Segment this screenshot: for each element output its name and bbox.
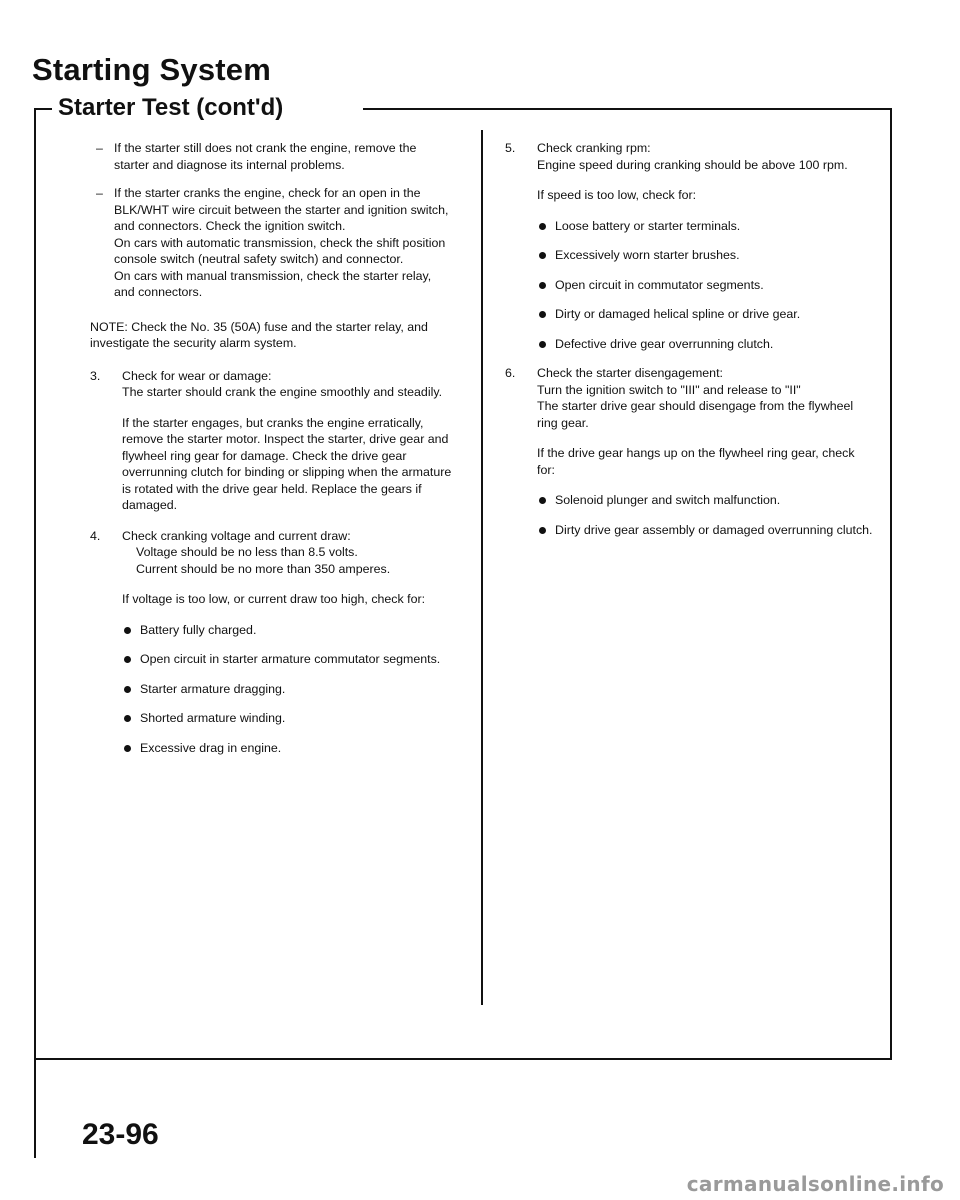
list-item [122, 740, 452, 757]
bullet-icon [539, 282, 546, 289]
dash-mark: – [96, 141, 103, 155]
step-number: 4. [90, 528, 101, 543]
step-6 [505, 365, 875, 538]
bullet-icon [124, 715, 131, 722]
bullet-icon [124, 686, 131, 693]
bullet-icon [539, 527, 546, 534]
dash-item-text: On cars with automatic transmission, check the shift position console switch (neutral safety switch) and connector. [114, 235, 446, 266]
step-text: The starter should crank the engine smoothly and steadily. [122, 385, 443, 399]
dash-item [90, 185, 452, 301]
step-heading: Check for wear or damage: [122, 368, 272, 383]
note-text: NOTE: Check the No. 35 (50A) fuse and the starter relay, and investigate the security alarm system. [90, 319, 428, 350]
list-item-text: Solenoid plunger and switch malfunction. [555, 493, 781, 507]
bullet-icon [124, 656, 131, 663]
list-item [537, 247, 875, 264]
list-item-text: Open circuit in starter armature commutator segments. [140, 652, 441, 666]
bullet-icon [539, 223, 546, 230]
list-item [537, 218, 875, 235]
bullet-icon [124, 745, 131, 752]
step-5 [505, 140, 875, 352]
list-item [122, 651, 452, 668]
section-title: Starting System [32, 52, 272, 87]
check-list [537, 492, 875, 538]
step-text: Turn the ignition switch to "III" and release to "II" [537, 382, 801, 397]
list-item-text: Open circuit in commutator segments. [555, 277, 764, 292]
bullet-icon [539, 252, 546, 259]
list-item-text: Excessive drag in engine. [140, 740, 282, 755]
bullet-icon [539, 341, 546, 348]
step-number: 6. [505, 366, 516, 380]
frame-border-top-right [363, 108, 892, 110]
step-text: The starter drive gear should disengage from the flywheel ring gear. [537, 399, 854, 430]
step-heading: Check cranking voltage and current draw: [122, 528, 351, 543]
list-item [537, 522, 875, 539]
current-spec: Current should be no more than 350 amperes. [136, 561, 391, 576]
frame-border-right [890, 108, 892, 1058]
step-heading: Check cranking rpm: [537, 141, 651, 155]
step-paragraph: If the starter engages, but cranks the engine erratically, remove the starter motor. Inspect the starter, drive gear and flywheel ring gear for damage. Check the drive gear overrunning clutch for binding or slipping when the armature is rotated with the drive gear held. Replace the gears if damaged. [122, 415, 452, 512]
list-item-text: Loose battery or starter terminals. [555, 218, 741, 233]
list-item-text: Excessively worn starter brushes. [555, 248, 740, 262]
frame-border-top-left [34, 108, 52, 110]
list-item [122, 681, 452, 698]
list-item [537, 336, 875, 353]
step-text: Engine speed during cranking should be above 100 rpm. [537, 157, 848, 172]
list-item-text: Dirty or damaged helical spline or drive gear. [555, 307, 801, 321]
dash-mark: – [96, 186, 103, 200]
list-item-text: Dirty drive gear assembly or damaged overrunning clutch. [555, 522, 873, 537]
step-paragraph: If speed is too low, check for: [537, 188, 697, 202]
left-column [90, 140, 452, 769]
step-paragraph: If voltage is too low, or current draw too high, check for: [122, 592, 426, 606]
bullet-icon [124, 627, 131, 634]
list-item [537, 277, 875, 294]
frame-border-bottom [34, 1058, 892, 1060]
dash-item-text: If the starter still does not crank the engine, remove the starter and diagnose its internal problems. [114, 141, 417, 172]
dash-item-text: If the starter cranks the engine, check for an open in the BLK/WHT wire circuit between the starter and ignition switch, and connectors. Check the ignition switch. [114, 186, 449, 233]
bullet-icon [539, 311, 546, 318]
step-paragraph: If the drive gear hangs up on the flywheel ring gear, check for: [537, 446, 855, 477]
step-heading: Check the starter disengagement: [537, 366, 723, 380]
step-number: 5. [505, 141, 516, 155]
check-list [537, 218, 875, 353]
page-number: 23-96 [82, 1118, 159, 1151]
list-item [122, 710, 452, 727]
list-item [122, 622, 452, 639]
watermark: carmanualsonline.info [686, 1172, 944, 1196]
right-column [505, 140, 875, 551]
step-4 [90, 528, 452, 757]
list-item-text: Starter armature dragging. [140, 681, 286, 696]
bullet-icon [539, 497, 546, 504]
dash-item [90, 140, 452, 173]
step-3 [90, 368, 452, 514]
subsection-title: Starter Test (cont'd) [52, 94, 289, 122]
frame-border-left [34, 108, 36, 1158]
step-number: 3. [90, 368, 101, 383]
list-item [537, 492, 875, 509]
check-list [122, 622, 452, 757]
list-item-text: Shorted armature winding. [140, 711, 286, 725]
voltage-spec: Voltage should be no less than 8.5 volts. [136, 545, 358, 559]
list-item [537, 306, 875, 323]
dash-item-text: On cars with manual transmission, check the starter relay, and connectors. [114, 268, 432, 299]
column-divider [481, 130, 483, 1005]
list-item-text: Battery fully charged. [140, 622, 257, 637]
list-item-text: Defective drive gear overrunning clutch. [555, 336, 774, 351]
